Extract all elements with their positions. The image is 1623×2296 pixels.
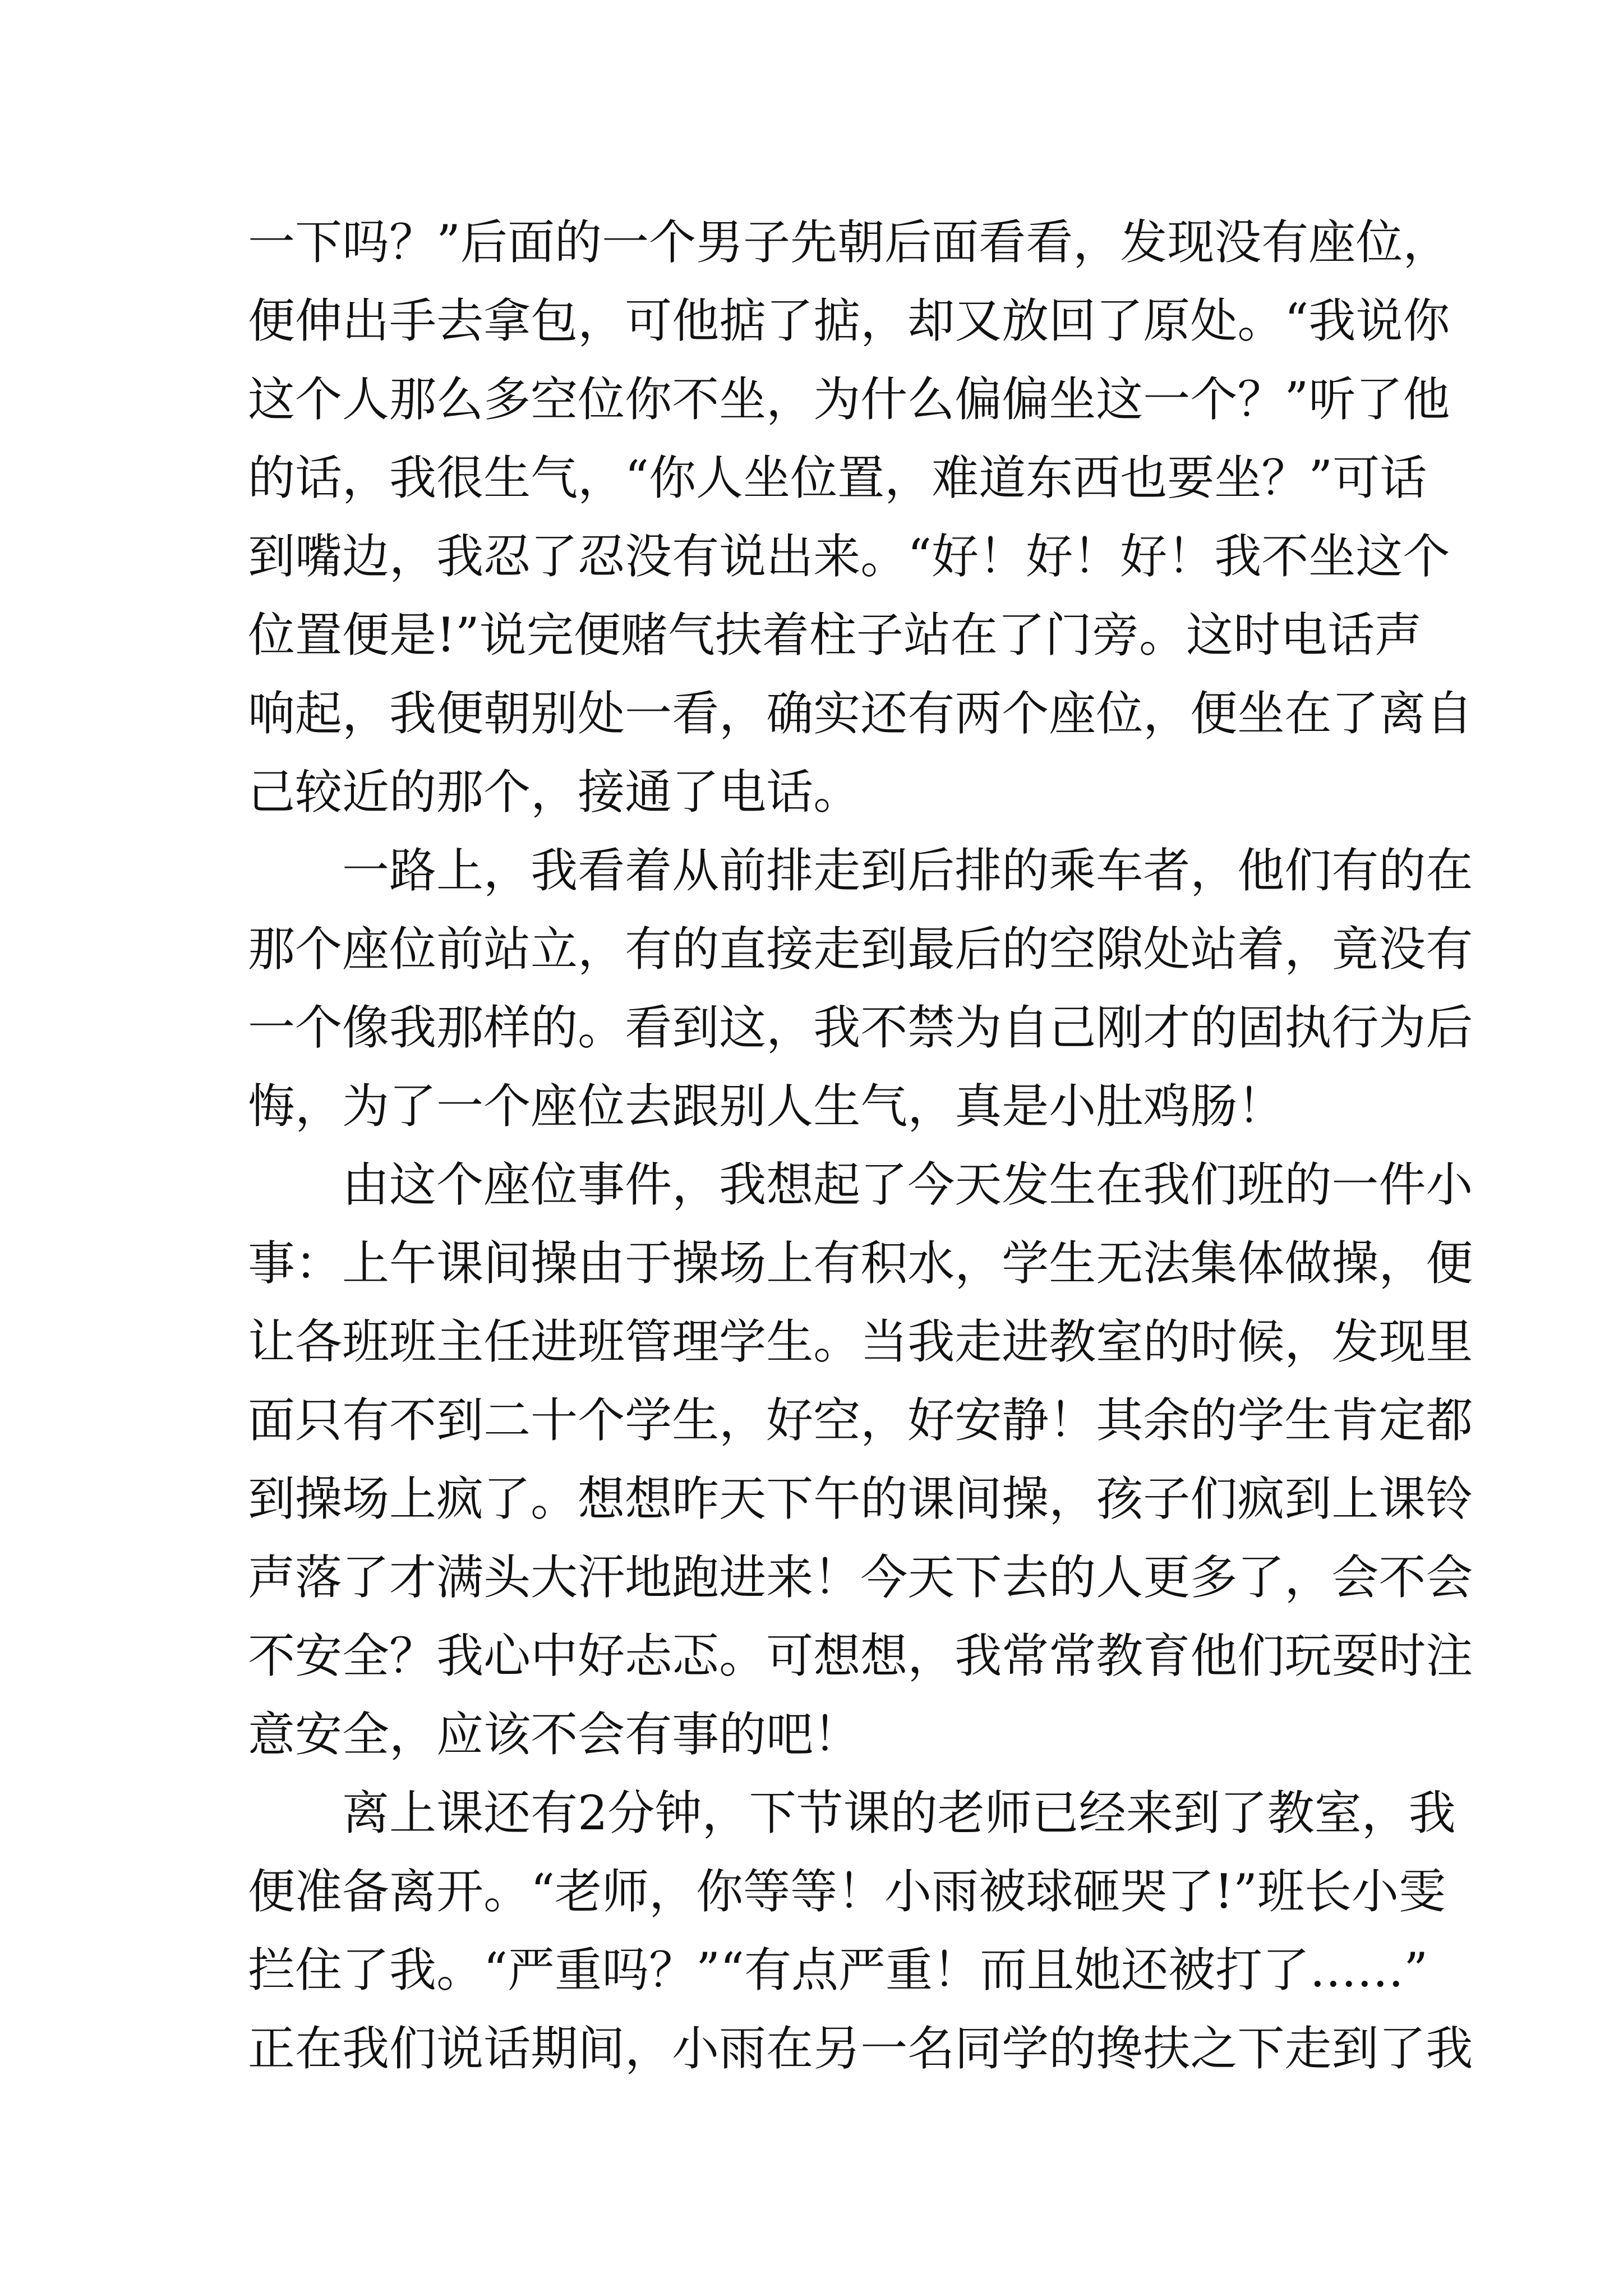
text-line: 拦 住 了 我 。 “ 严 重 吗 ？ ” “ 有 点 严 重 ！ 而 且 她 还 被 打 了 … … ” xyxy=(248,1943,1428,1998)
text-line: 事 ： 上 午 课 间 操 由 于 操 场 上 有 积 水 ， 学 生 无 法 集 体 做 操 ， 便 xyxy=(248,1236,1473,1291)
text-line: 一 下 吗 ？ ” 后 面 的 一 个 男 子 先 朝 后 面 看 看 ， 发 现 没 有 座 位 ， xyxy=(248,215,1450,270)
text-line: 离 上 课 还 有 2 分 钟 ， 下 节 课 的 老 师 已 经 来 到 了 教 室 ， 我 xyxy=(342,1786,1456,1841)
text-line: 这 个 人 那 么 多 空 位 你 不 坐 ， 为 什 么 偏 偏 坐 这 一 个 ？ ” 听 了 他 xyxy=(248,372,1450,427)
text-line: 到 操 场 上 疯 了 。 想 想 昨 天 下 午 的 课 间 操 ， 孩 子 们 疯 到 上 课 铃 xyxy=(248,1471,1473,1526)
text-line: 面 只 有 不 到 二 十 个 学 生 ， 好 空 ， 好 安 静 ！ 其 余 的 学 生 肯 定 都 xyxy=(248,1393,1473,1448)
text-line: 悔 ， 为 了 一 个 座 位 去 跟 别 人 生 气 ， 真 是 小 肚 鸡 肠 ！ xyxy=(248,1079,1285,1134)
text-line: 己 较 近 的 那 个 ， 接 通 了 电 话 。 xyxy=(248,765,861,820)
text-line: 的 话 ， 我 很 生 气 ， “ 你 人 坐 位 置 ， 难 道 东 西 也 要 坐 ？ ” 可 话 xyxy=(248,450,1427,505)
text-line: 不 安 全 ？ 我 心 中 好 忐 忑 。 可 想 想 ， 我 常 常 教 育 他 们 玩 耍 时 注 xyxy=(248,1628,1473,1683)
document-body xyxy=(248,203,1473,2088)
text-line: 意 安 全 ， 应 该 不 会 有 事 的 吧 ！ xyxy=(248,1707,861,1762)
text-line: 一 路 上 ， 我 看 着 从 前 排 走 到 后 排 的 乘 车 者 ， 他 们 有 的 在 xyxy=(342,843,1473,898)
text-line: 位 置 便 是 ! ” 说 完 便 赌 气 扶 着 柱 子 站 在 了 门 旁 。 这 时 电 话 声 xyxy=(248,608,1422,662)
text-line: 那 个 座 位 前 站 立 ， 有 的 直 接 走 到 最 后 的 空 隙 处 站 着 ， 竟 没 有 xyxy=(248,922,1473,977)
text-line: 到 嘴 边 ， 我 忍 了 忍 没 有 说 出 来 。 “ 好 ！ 好 ！ 好 ！ 我 不 坐 这 个 xyxy=(248,529,1450,584)
text-line: 便 伸 出 手 去 拿 包 ， 可 他 掂 了 掂 ， 却 又 放 回 了 原 处 。 “ 我 说 你 xyxy=(248,293,1450,348)
text-line: 声 落 了 才 满 头 大 汗 地 跑 进 来 ！ 今 天 下 去 的 人 更 多 了 ， 会 不 会 xyxy=(248,1550,1473,1605)
text-line: 响 起 ， 我 便 朝 别 处 一 看 ， 确 实 还 有 两 个 座 位 ， 便 坐 在 了 离 自 xyxy=(248,686,1473,741)
text-line: 由 这 个 座 位 事 件 ， 我 想 起 了 今 天 发 生 在 我 们 班 的 一 件 小 xyxy=(342,1157,1473,1212)
text-line: 便 准 备 离 开 。 “ 老 师 ， 你 等 等 ！ 小 雨 被 球 砸 哭 了 ! ” 班 长 小 雯 xyxy=(248,1864,1446,1919)
text-line: 让 各 班 班 主 任 进 班 管 理 学 生 。 当 我 走 进 教 室 的 时 候 ， 发 现 里 xyxy=(248,1314,1473,1369)
text-line: 一 个 像 我 那 样 的 。 看 到 这 ， 我 不 禁 为 自 己 刚 才 的 固 执 行 为 后 xyxy=(248,1000,1473,1055)
text-line: 正 在 我 们 说 话 期 间 ， 小 雨 在 另 一 名 同 学 的 搀 扶 之 下 走 到 了 我 xyxy=(248,2021,1473,2076)
